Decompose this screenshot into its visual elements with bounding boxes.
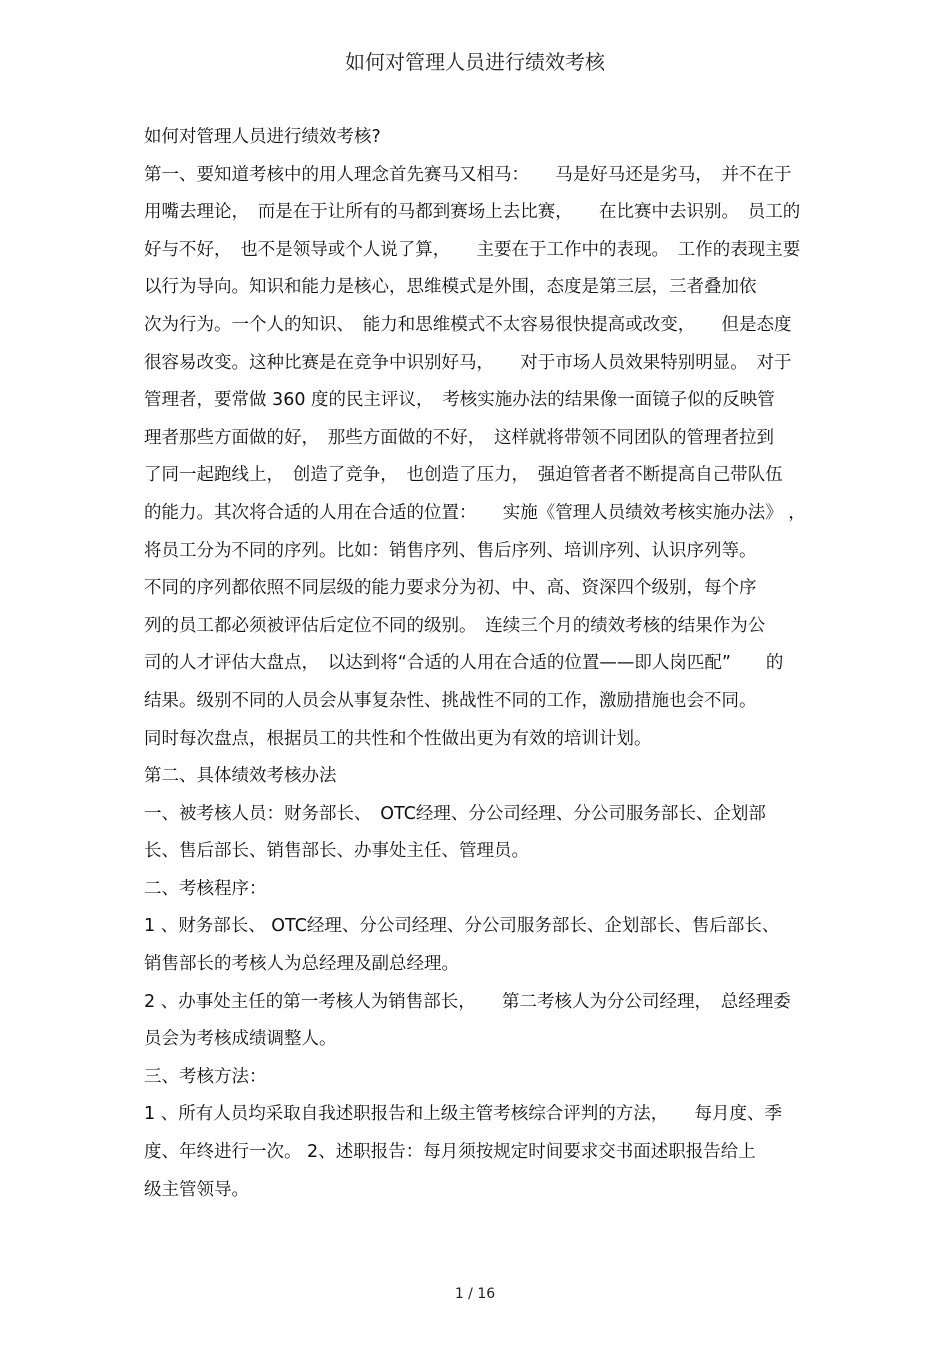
text-line: 1 、所有人员均采取自我述职报告和上级主管考核综合评判的方法， 每月度、季: [144, 1104, 782, 1125]
text-line: 理者那些方面做的好， 那些方面做的不好， 这样就将带领不同团队的管理者拉到: [144, 427, 774, 448]
text-line: 第一、要知道考核中的用人理念首先赛马又相马： 马是好马还是劣马， 并不在于: [144, 164, 792, 185]
text-line: 二、考核程序：: [144, 878, 267, 899]
text-line: 很容易改变。这种比赛是在竞争中识别好马， 对于市场人员效果特别明显。 对于: [144, 352, 792, 373]
text-line: 如何对管理人员进行绩效考核?: [144, 127, 381, 147]
text-line: 不同的序列都依照不同层级的能力要求分为初、中、高、资深四个级别，每个序: [144, 578, 757, 599]
text-line: 列的员工都必须被评估后定位不同的级别。 连续三个月的绩效考核的结果作为公: [144, 615, 766, 636]
document-body: [144, 119, 814, 1209]
text-line: 次为行为。一个人的知识、 能力和思维模式不太容易很快提高或改变， 但是态度: [144, 314, 792, 335]
text-line: 1 、财务部长、 OTC经理、分公司经理、分公司服务部长、企划部长、售后部长、: [144, 916, 780, 937]
text-line: 一、被考核人员：财务部长、 OTC经理、分公司经理、分公司服务部长、企划部: [144, 803, 766, 824]
text-line: 员会为考核成绩调整人。: [144, 1029, 337, 1050]
text-line: 结果。级别不同的人员会从事复杂性、挑战性不同的工作，激励措施也会不同。: [144, 690, 757, 711]
text-line: 第二、具体绩效考核办法: [144, 766, 337, 787]
text-line: 司的人才评估大盘点， 以达到将“合适的人用在合适的位置——即人岗匹配” 的: [144, 653, 784, 674]
text-line: 了同一起跑线上， 创造了竞争， 也创造了压力， 强迫管者者不断提高自己带队伍: [144, 465, 783, 486]
text-line: 将员工分为不同的序列。比如：销售序列、售后序列、培训序列、认识序列等。: [144, 540, 757, 561]
page-number: 1 / 16: [454, 1286, 496, 1302]
text-line: 长、售后部长、销售部长、办事处主任、管理员。: [144, 841, 529, 862]
text-line: 级主管领导。: [144, 1179, 249, 1200]
text-line: 的能力。其次将合适的人用在合适的位置： 实施《管理人员绩效考核实施办法》 ，: [144, 502, 806, 523]
text-line: 销售部长的考核人为总经理及副总经理。: [144, 954, 459, 975]
text-line: 用嘴去理论， 而是在于让所有的马都到赛场上去比赛， 在比赛中去识别。 员工的: [144, 202, 801, 223]
text-line: 以行为导向。知识和能力是核心，思维模式是外围，态度是第三层，三者叠加依: [144, 277, 757, 298]
text-line: 好与不好， 也不是领导或个人说了算， 主要在于工作中的表现。 工作的表现主要: [144, 239, 801, 260]
text-line: 管理者，要常做 360 度的民主评议， 考核实施办法的结果像一面镜子似的反映管: [144, 390, 775, 411]
text-line: 度、年终进行一次。 2、述职报告：每月须按规定时间要求交书面述职报告给上: [144, 1142, 756, 1163]
text-line: 三、考核方法：: [144, 1066, 267, 1087]
text-line: 2 、办事处主任的第一考核人为销售部长， 第二考核人为分公司经理， 总经理委: [144, 991, 791, 1012]
page-title: 如何对管理人员进行绩效考核: [345, 50, 605, 74]
text-line: 同时每次盘点，根据员工的共性和个性做出更为有效的培训计划。: [144, 728, 652, 749]
